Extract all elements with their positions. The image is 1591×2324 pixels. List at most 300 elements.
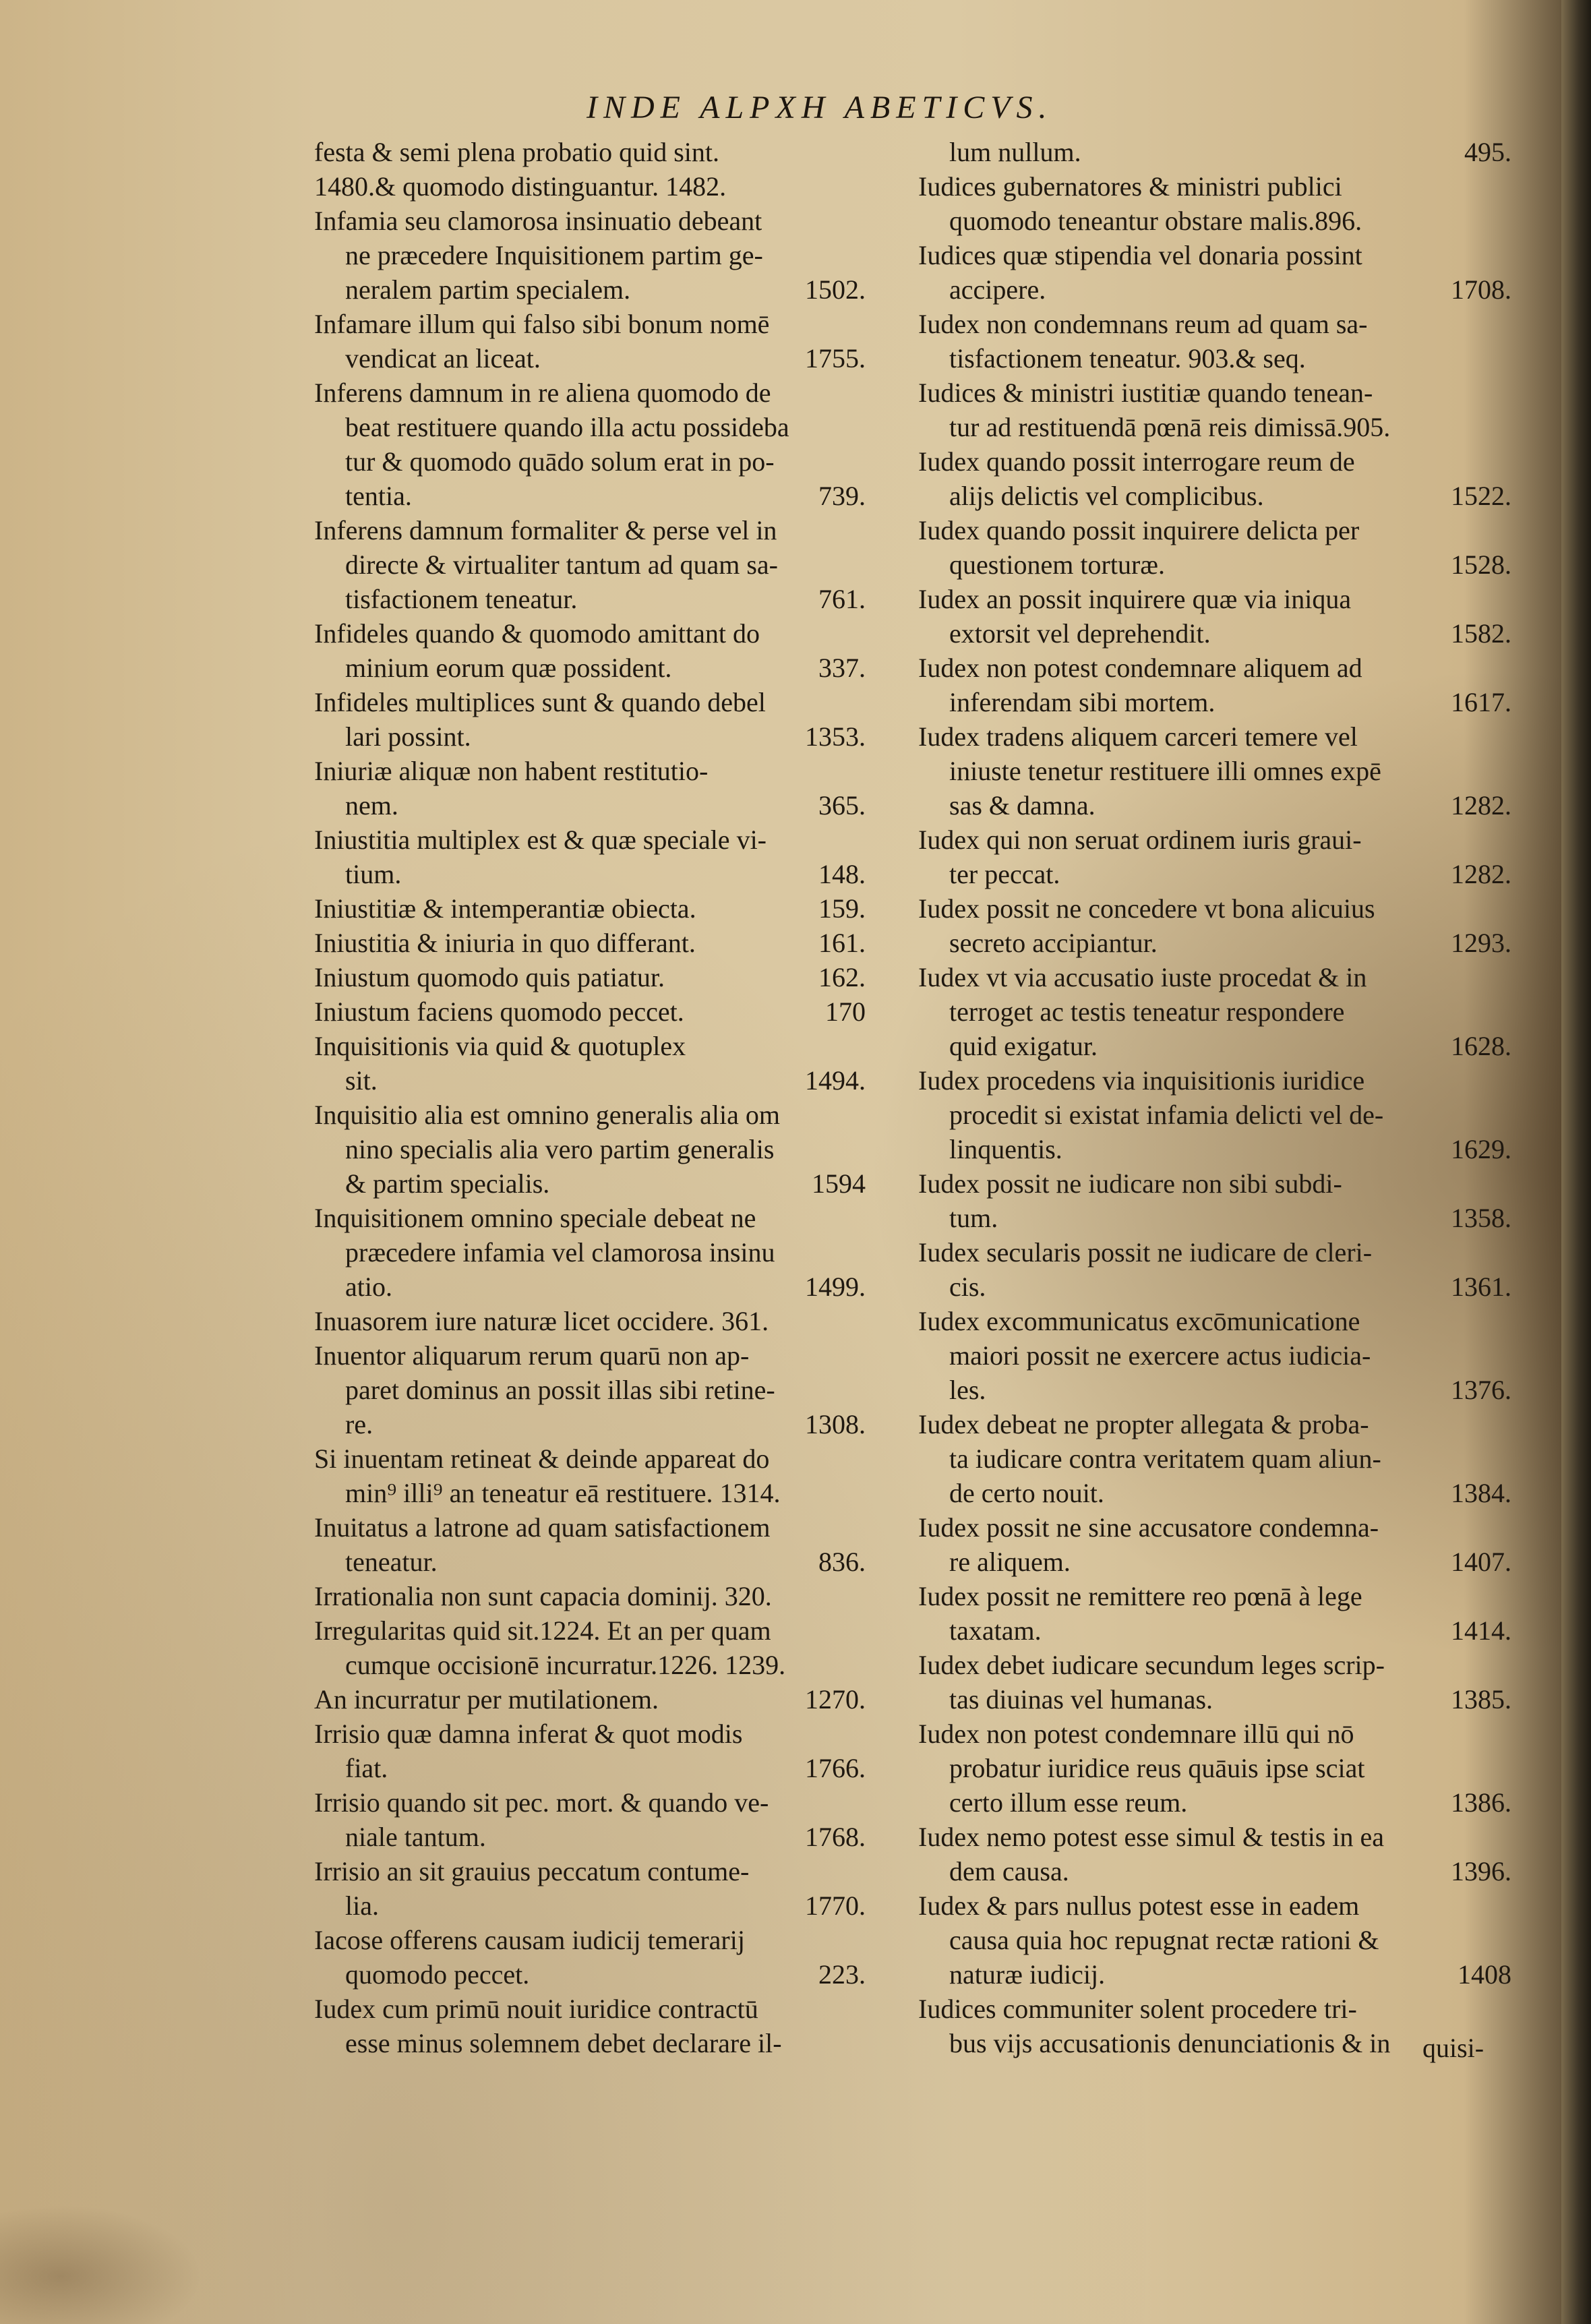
page-reference: 161.: [818, 928, 866, 958]
entry-text: Iudex secularis possit ne iudicare de cleri-: [918, 1237, 1373, 1268]
page-reference: 365.: [818, 790, 866, 821]
page-reference: 1396.: [1451, 1856, 1511, 1886]
entry-line: [918, 719, 1511, 754]
entry-line: [918, 754, 1511, 788]
page-reference: 1617.: [1451, 687, 1511, 717]
entry-line: [314, 1338, 866, 1373]
entry-line: [314, 823, 866, 857]
entry-line: [314, 2026, 866, 2060]
entry-line: [314, 204, 866, 238]
entry-text: vendicat an liceat.: [345, 343, 541, 374]
entry-line: [918, 1717, 1511, 1751]
entry-line: [918, 444, 1511, 479]
page-reference: 337.: [818, 653, 866, 683]
index-entry: [918, 1304, 1511, 1407]
entry-line: [918, 926, 1511, 960]
entry-line: [314, 169, 866, 204]
entry-text: Irregularitas quid sit.1224. Et an per quam: [314, 1615, 771, 1646]
entry-text: Iudex & pars nullus potest esse in eadem: [918, 1890, 1360, 1921]
entry-text: Iniustum quomodo quis patiatur.: [314, 962, 665, 992]
page-reference: 1629.: [1451, 1134, 1511, 1164]
index-entry: [314, 1098, 866, 1201]
entry-text: Inquisitionis via quid & quotuplex: [314, 1031, 686, 1061]
entry-text: Iudex cum primū nouit iuridice contractū: [314, 1994, 758, 2024]
entry-line: [314, 410, 866, 444]
page-reference: 1528.: [1451, 549, 1511, 580]
page-reference: 148.: [818, 859, 866, 889]
entry-line: [314, 272, 866, 307]
running-header: INDE ALPXH ABETICVS.: [587, 90, 1053, 125]
entry-text: Iudices communiter solent procedere tri-: [918, 1994, 1357, 2024]
entry-text: Irrisio an sit grauius peccatum contume-: [314, 1856, 750, 1886]
entry-text: lia.: [345, 1890, 379, 1921]
entry-line: [918, 1820, 1511, 1854]
page-reference: 1361.: [1451, 1272, 1511, 1302]
entry-line: [314, 754, 866, 788]
entry-text: de certo nouit.: [949, 1478, 1104, 1508]
entry-text: Iudex quando possit inquirere delicta per: [918, 515, 1360, 545]
index-entry: [918, 891, 1511, 960]
index-entry: [314, 376, 866, 513]
page-reference: 836.: [818, 1547, 866, 1577]
entry-line: [314, 1957, 866, 1992]
entry-line: [918, 547, 1511, 582]
entry-line: [314, 685, 866, 719]
index-entry: [314, 513, 866, 616]
entry-line: [918, 410, 1511, 444]
entry-line: [314, 1510, 866, 1545]
index-entry: [918, 1235, 1511, 1304]
entry-text: Iacose offerens causam iudicij temerarij: [314, 1925, 745, 1955]
entry-line: [918, 204, 1511, 238]
entry-line: [314, 547, 866, 582]
entry-line: [918, 1029, 1511, 1063]
index-entry: [918, 1063, 1511, 1166]
entry-line: [314, 1304, 866, 1338]
index-entry: [314, 616, 866, 685]
entry-text: Iudex procedens via inquisitionis iuridice: [918, 1065, 1365, 1096]
index-entry: [314, 1304, 866, 1338]
index-entry: [918, 1579, 1511, 1648]
entry-line: [314, 307, 866, 341]
entry-line: [918, 1613, 1511, 1648]
entry-text: re.: [345, 1409, 373, 1439]
index-entry: [918, 719, 1511, 823]
entry-line: [918, 376, 1511, 410]
page-reference: 1768.: [805, 1822, 866, 1852]
page-reference: 1386.: [1451, 1787, 1511, 1818]
entry-text: festa & semi plena probatio quid sint.: [314, 137, 719, 167]
entry-line: [314, 135, 866, 169]
index-column-left: [314, 135, 866, 2060]
entry-line: [918, 994, 1511, 1029]
index-entry: [918, 651, 1511, 719]
entry-text: probatur iuridice reus quāuis ipse sciat: [949, 1753, 1365, 1783]
entry-line: [918, 1270, 1511, 1304]
page-reference: 739.: [818, 481, 866, 511]
page-reference: 1708.: [1451, 274, 1511, 305]
entry-text: Iudices & ministri iustitiæ quando tenean-: [918, 378, 1373, 408]
entry-line: [314, 857, 866, 891]
entry-text: Si inuentam retineat & deinde appareat do: [314, 1443, 770, 1474]
entry-line: [314, 341, 866, 376]
index-entry: [314, 135, 866, 169]
index-entry: [918, 1166, 1511, 1235]
entry-text: tas diuinas vel humanas.: [949, 1684, 1213, 1715]
page-reference: 1628.: [1451, 1031, 1511, 1061]
page-reference: 761.: [818, 584, 866, 614]
entry-text: Iudex possit ne concedere vt bona alicuius: [918, 893, 1375, 924]
entry-text: Irrisio quando sit pec. mort. & quando ve-: [314, 1787, 769, 1818]
index-entry: [918, 238, 1511, 307]
entry-line: [314, 582, 866, 616]
page-reference: 1353.: [805, 721, 866, 752]
entry-text: cumque occisionē incurratur.1226. 1239.: [345, 1650, 786, 1680]
entry-line: [314, 1545, 866, 1579]
entry-text: Iudex quando possit interrogare reum de: [918, 446, 1355, 477]
entry-line: [918, 1785, 1511, 1820]
entry-text: Iniustum faciens quomodo peccet.: [314, 996, 684, 1027]
index-entry: [918, 376, 1511, 444]
entry-text: Inuitatus a latrone ad quam satisfactionem: [314, 1512, 771, 1543]
entry-line: [918, 238, 1511, 272]
entry-line: [918, 1407, 1511, 1441]
page-reference: 1499.: [805, 1272, 866, 1302]
entry-text: Iudex vt via accusatio iuste procedat & in: [918, 962, 1367, 992]
entry-text: Iudex possit ne iudicare non sibi subdi-: [918, 1168, 1342, 1199]
index-entry: [314, 1785, 866, 1854]
entry-line: [314, 926, 866, 960]
entry-line: [314, 1785, 866, 1820]
entry-text: minium eorum quæ possident.: [345, 653, 672, 683]
index-entry: [918, 1820, 1511, 1888]
entry-line: [918, 169, 1511, 204]
page-stain: [0, 2205, 202, 2324]
entry-text: tur & quomodo quādo solum erat in po-: [345, 446, 775, 477]
entry-text: les.: [949, 1375, 986, 1405]
entry-line: [314, 444, 866, 479]
entry-line: [918, 1648, 1511, 1682]
entry-line: [918, 1166, 1511, 1201]
entry-line: [918, 582, 1511, 616]
catchword: quisi-: [1422, 2033, 1484, 2063]
entry-text: nino specialis alia vero partim generalis: [345, 1134, 775, 1164]
entry-text: Irrisio quæ damna inferat & quot modis: [314, 1719, 743, 1749]
entry-line: [314, 238, 866, 272]
entry-text: Iniustitia multiplex est & quæ speciale vi-: [314, 825, 767, 855]
entry-text: questionem torturæ.: [949, 549, 1165, 580]
page-reference: 1414.: [1451, 1615, 1511, 1646]
entry-text: Iudex qui non seruat ordinem iuris graui-: [918, 825, 1362, 855]
entry-text: & partim specialis.: [345, 1168, 550, 1199]
entry-text: sit.: [345, 1065, 378, 1096]
entry-text: terroget ac testis teneatur respondere: [949, 996, 1345, 1027]
entry-text: maiori possit ne exercere actus iudicia-: [949, 1340, 1371, 1371]
entry-line: [918, 1992, 1511, 2026]
entry-text: Inquisitionem omnino speciale debeat ne: [314, 1203, 756, 1233]
index-entry: [314, 891, 866, 926]
entry-text: Inquisitio alia est omnino generalis alia om: [314, 1100, 780, 1130]
index-entry: [314, 1923, 866, 1992]
entry-text: re aliquem.: [949, 1547, 1071, 1577]
entry-line: [314, 719, 866, 754]
entry-line: [918, 1373, 1511, 1407]
entry-line: [314, 513, 866, 547]
entry-text: esse minus solemnem debet declarare il-: [345, 2028, 782, 2058]
entry-line: [314, 1682, 866, 1717]
entry-text: iniuste tenetur restituere illi omnes expē: [949, 756, 1381, 786]
index-entry: [918, 1407, 1511, 1510]
entry-line: [314, 1613, 866, 1648]
index-entry: [314, 307, 866, 376]
entry-text: Infamare illum qui falso sibi bonum nomē: [314, 309, 770, 339]
entry-line: [314, 1407, 866, 1441]
index-entry: [314, 1510, 866, 1579]
entry-text: certo illum esse reum.: [949, 1787, 1188, 1818]
page-reference: 1308.: [805, 1409, 866, 1439]
entry-line: [918, 135, 1511, 169]
entry-text: Iudex an possit inquirere quæ via iniqua: [918, 584, 1352, 614]
entry-line: [314, 479, 866, 513]
entry-text: Iudex non potest condemnare aliquem ad: [918, 653, 1362, 683]
entry-line: [314, 960, 866, 994]
entry-line: [314, 1166, 866, 1201]
entry-text: Inferens damnum in re aliena quomodo de: [314, 378, 771, 408]
entry-line: [314, 1648, 866, 1682]
entry-text: præcedere infamia vel clamorosa insinu: [345, 1237, 775, 1268]
entry-line: [918, 272, 1511, 307]
entry-line: [918, 960, 1511, 994]
page-reference: 1766.: [805, 1753, 866, 1783]
entry-text: teneatur.: [345, 1547, 438, 1577]
entry-text: causa quia hoc repugnat rectæ rationi &: [949, 1925, 1379, 1955]
entry-line: [918, 1579, 1511, 1613]
entry-text: sas & damna.: [949, 790, 1095, 821]
entry-line: [314, 1717, 866, 1751]
entry-line: [314, 1751, 866, 1785]
entry-text: cis.: [949, 1272, 986, 1302]
index-entry: [314, 1029, 866, 1098]
index-entry: [314, 1579, 866, 1613]
index-entry: [314, 926, 866, 960]
index-entry: [314, 1854, 866, 1923]
page-reference: 1522.: [1451, 481, 1511, 511]
entry-text: Iudex debeat ne propter allegata & proba-: [918, 1409, 1369, 1439]
entry-text: niale tantum.: [345, 1822, 486, 1852]
entry-text: lum nullum.: [949, 137, 1081, 167]
page-reference: 1408: [1458, 1959, 1511, 1990]
entry-line: [918, 1098, 1511, 1132]
entry-text: secreto accipiantur.: [949, 928, 1158, 958]
index-entry: [314, 994, 866, 1029]
entry-line: [314, 1579, 866, 1613]
page-reference: 1755.: [805, 343, 866, 374]
entry-text: Iudex tradens aliquem carceri temere vel: [918, 721, 1358, 752]
entry-text: lari possint.: [345, 721, 471, 752]
index-entry: [918, 582, 1511, 651]
entry-line: [314, 1235, 866, 1270]
entry-text: Inuasorem iure naturæ licet occidere. 361.: [314, 1306, 769, 1336]
entry-line: [918, 1510, 1511, 1545]
entry-line: [918, 479, 1511, 513]
entry-text: Iudex non potest condemnare illū qui nō: [918, 1719, 1354, 1749]
entry-line: [918, 616, 1511, 651]
entry-line: [918, 307, 1511, 341]
entry-line: [918, 1888, 1511, 1923]
entry-text: Infideles quando & quomodo amittant do: [314, 618, 760, 649]
entry-line: [918, 1682, 1511, 1717]
page-fore-edge: [1561, 0, 1591, 2324]
entry-text: nem.: [345, 790, 398, 821]
entry-text: ter peccat.: [949, 859, 1060, 889]
entry-line: [314, 1201, 866, 1235]
entry-text: Iniuriæ aliquæ non habent restitutio-: [314, 756, 709, 786]
entry-line: [314, 1029, 866, 1063]
entry-text: extorsit vel deprehendit.: [949, 618, 1211, 649]
entry-line: [314, 1820, 866, 1854]
page-reference: 1385.: [1451, 1684, 1511, 1715]
entry-text: naturæ iudicij.: [949, 1959, 1106, 1990]
entry-text: Iudex debet iudicare secundum leges scrip-: [918, 1650, 1385, 1680]
index-entry: [314, 1441, 866, 1510]
entry-text: directe & virtualiter tantum ad quam sa-: [345, 549, 778, 580]
page-reference: 495.: [1464, 137, 1511, 167]
entry-text: paret dominus an possit illas sibi retine-: [345, 1375, 775, 1405]
entry-line: [314, 1270, 866, 1304]
index-entry: [918, 960, 1511, 1063]
index-entry: [918, 1510, 1511, 1579]
entry-text: linquentis.: [949, 1134, 1062, 1164]
entry-line: [918, 341, 1511, 376]
page-reference: 170: [825, 996, 866, 1027]
entry-text: beat restituere quando illa actu possideba: [345, 412, 789, 442]
entry-text: tentia.: [345, 481, 412, 511]
index-entry: [918, 1717, 1511, 1820]
entry-line: [314, 1992, 866, 2026]
entry-line: [918, 823, 1511, 857]
entry-text: tisfactionem teneatur.: [345, 584, 578, 614]
entry-text: Iudices quæ stipendia vel donaria possint: [918, 240, 1362, 270]
entry-text: tum.: [949, 1203, 998, 1233]
index-entry: [314, 1613, 866, 1682]
entry-text: Iudex possit ne sine accusatore condemna-: [918, 1512, 1379, 1543]
page-reference: 1407.: [1451, 1547, 1511, 1577]
index-entry: [918, 1648, 1511, 1717]
page-reference: 162.: [818, 962, 866, 992]
entry-text: tium.: [345, 859, 402, 889]
index-entry: [314, 204, 866, 307]
entry-text: procedit si existat infamia delicti vel de-: [949, 1100, 1384, 1130]
entry-text: Irrationalia non sunt capacia dominij. 320.: [314, 1581, 772, 1611]
index-entry: [314, 754, 866, 823]
entry-line: [314, 891, 866, 926]
page-reference: 159.: [818, 893, 866, 924]
entry-text: inferendam sibi mortem.: [949, 687, 1215, 717]
entry-line: [314, 616, 866, 651]
index-entry: [314, 685, 866, 754]
page-reference: 1502.: [805, 274, 866, 305]
entry-line: [918, 788, 1511, 823]
page-reference: 1582.: [1451, 618, 1511, 649]
entry-text: tisfactionem teneatur. 903.& seq.: [949, 343, 1306, 374]
entry-text: neralem partim specialem.: [345, 274, 631, 305]
index-entry: [314, 960, 866, 994]
entry-line: [918, 1854, 1511, 1888]
index-entry: [918, 1888, 1511, 1992]
index-column-right: [918, 135, 1511, 2060]
entry-line: [314, 1373, 866, 1407]
entry-text: tur ad restituendā pœnā reis dimissā.905.: [949, 412, 1391, 442]
entry-line: [918, 1441, 1511, 1476]
entry-line: [314, 376, 866, 410]
entry-line: [314, 1923, 866, 1957]
entry-text: bus vijs accusationis denunciationis & in: [949, 2028, 1391, 2058]
index-entry: [918, 307, 1511, 376]
entry-line: [918, 1476, 1511, 1510]
entry-text: Iudex nemo potest esse simul & testis in ea: [918, 1822, 1384, 1852]
entry-text: taxatam.: [949, 1615, 1042, 1646]
index-entry: [314, 1717, 866, 1785]
entry-line: [918, 1545, 1511, 1579]
entry-text: Iudex non condemnans reum ad quam sa-: [918, 309, 1368, 339]
entry-text: Inferens damnum formaliter & perse vel in: [314, 515, 777, 545]
entry-line: [918, 857, 1511, 891]
entry-line: [918, 1132, 1511, 1166]
entry-text: quid exigatur.: [949, 1031, 1098, 1061]
entry-text: Iniustitia & iniuria in quo differant.: [314, 928, 696, 958]
entry-text: accipere.: [949, 274, 1046, 305]
page-reference: 1376.: [1451, 1375, 1511, 1405]
index-entry: [918, 823, 1511, 891]
page-reference: 1282.: [1451, 790, 1511, 821]
index-entry: [918, 135, 1511, 169]
entry-text: Inuentor aliquarum rerum quarū non ap-: [314, 1340, 750, 1371]
entry-line: [918, 1063, 1511, 1098]
entry-text: An incurratur per mutilationem.: [314, 1684, 659, 1715]
page-reference: 1358.: [1451, 1203, 1511, 1233]
index-entry: [314, 1201, 866, 1304]
page-reference: 1282.: [1451, 859, 1511, 889]
entry-line: [918, 1338, 1511, 1373]
page-reference: 1770.: [805, 1890, 866, 1921]
index-entry: [314, 1338, 866, 1441]
entry-line: [918, 1751, 1511, 1785]
entry-text: 1480.& quomodo distinguantur. 1482.: [314, 171, 727, 202]
index-entry: [918, 169, 1511, 238]
index-entry: [918, 444, 1511, 513]
entry-text: fiat.: [345, 1753, 388, 1783]
entry-text: alijs delictis vel complicibus.: [949, 481, 1264, 511]
index-entry: [314, 823, 866, 891]
entry-text: ta iudicare contra veritatem quam aliun-: [949, 1443, 1381, 1474]
index-entry: [314, 1682, 866, 1717]
entry-line: [918, 891, 1511, 926]
index-entry: [314, 1992, 866, 2060]
entry-line: [918, 1304, 1511, 1338]
entry-text: Iudices gubernatores & ministri publici: [918, 171, 1342, 202]
entry-text: atio.: [345, 1272, 392, 1302]
entry-line: [918, 1923, 1511, 1957]
entry-text: quomodo teneantur obstare malis.896.: [949, 206, 1362, 236]
entry-line: [314, 1441, 866, 1476]
page-reference: 1594: [812, 1168, 866, 1199]
entry-line: [314, 1132, 866, 1166]
page-reference: 1270.: [805, 1684, 866, 1715]
page-reference: 223.: [818, 1959, 866, 1990]
entry-text: ne præcedere Inquisitionem partim ge-: [345, 240, 763, 270]
entry-line: [918, 513, 1511, 547]
entry-line: [918, 1201, 1511, 1235]
